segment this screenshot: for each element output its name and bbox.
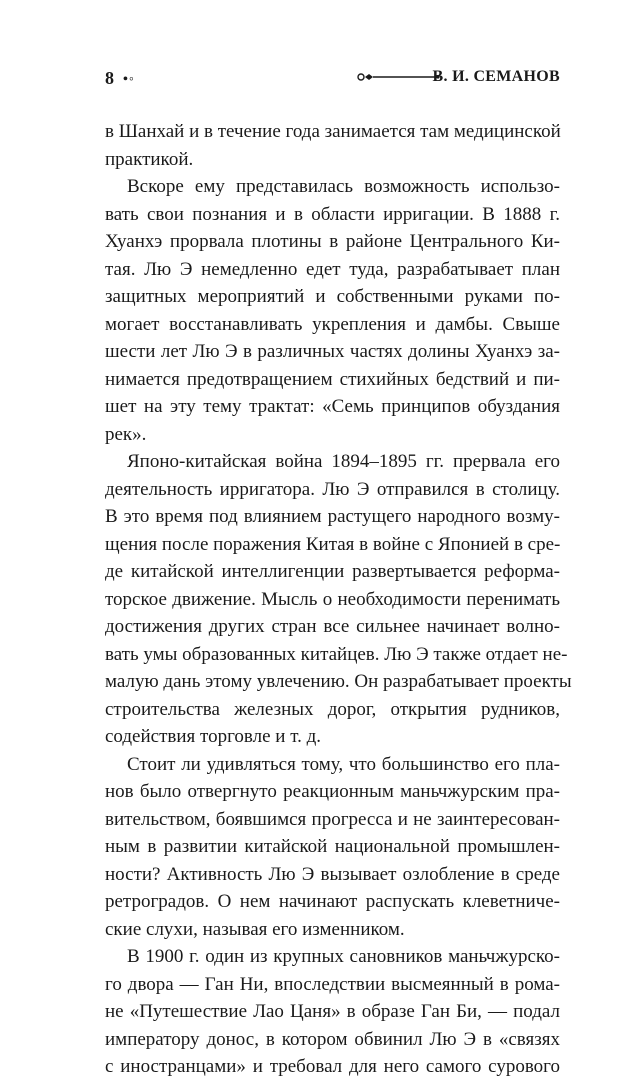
text-line: содействия торговле и т. д. <box>105 726 321 747</box>
body-text <box>105 118 572 1081</box>
text-line: строительства железных дорог, открытия рудников, <box>105 698 560 720</box>
text-line: Стоит ли удивляться тому, что большинство его пла- <box>127 753 560 775</box>
text-line: достижения других стран все сильнее начинает волно- <box>105 616 560 637</box>
text-line: в Шанхай и в течение года занимается там медицинской <box>105 121 561 142</box>
text-line: малую дань этому увлечению. Он разрабатывает проекты <box>105 671 572 692</box>
page-number: 8 <box>105 68 114 88</box>
running-header <box>105 60 560 88</box>
text-line: императору донос, в котором обвинил Лю Э в «связях <box>105 1028 560 1050</box>
text-line: торское движение. Мысль о необходимости перенимать <box>105 588 560 610</box>
text-line: тая. Лю Э немедленно едет туда, разрабатывает план <box>105 258 560 280</box>
text-line: го двора — Ган Ни, впоследствии высмеянный в рома- <box>105 973 560 995</box>
text-line: ности? Активность Лю Э вызывает озлобление в среде <box>105 863 560 885</box>
text-line: Вскоре ему представилась возможность использо- <box>127 176 560 197</box>
text-line: Хуанхэ прорвала плотины в районе Центрального Ки- <box>105 231 560 252</box>
text-line: де китайской интеллигенции развертывается реформа- <box>105 561 560 582</box>
text-line: шести лет Лю Э в различных частях долины Хуанхэ за- <box>105 341 560 362</box>
ornamental-rule-icon <box>357 70 441 84</box>
ornament-dots-icon: •◦ <box>123 72 135 87</box>
text-line: вать свои познания и в области ирригации. В 1888 г. <box>105 203 560 225</box>
text-line: шет на эту тему трактат: «Семь принципов обуздания <box>105 396 560 417</box>
running-header-author: В. И. СЕМАНОВ <box>432 68 560 85</box>
text-line: нов было отвергнуто реакционным маньчжурским пра- <box>105 781 560 802</box>
text-line: В это время под влиянием растущего народного возму- <box>105 506 560 527</box>
text-line: могает восстанавливать укрепления и дамбы. Свыше <box>105 313 560 335</box>
text-line: не «Путешествие Лао Цаня» в образе Ган Би, — подал <box>105 1001 560 1022</box>
text-line: вать умы образованных китайцев. Лю Э также отдает не- <box>105 643 568 665</box>
text-line: защитных мероприятий и собственными руками по- <box>105 286 560 307</box>
text-line: практикой. <box>105 148 194 170</box>
text-line: вительством, боявшимся прогресса и не заинтересован- <box>105 808 560 830</box>
text-line: ские слухи, называя его изменником. <box>105 918 405 940</box>
text-line: В 1900 г. один из крупных сановников маньчжурско- <box>127 946 560 967</box>
text-line: нимается предотвращением стихийных бедствий и пи- <box>105 368 560 390</box>
text-line: с иностранцами» и требовал для него самого сурового <box>105 1056 560 1077</box>
text-line: ным в развитии китайской национальной промышлен- <box>105 836 560 857</box>
text-line: Японо-китайская война 1894–1895 гг. прервала его <box>127 451 560 472</box>
text-line: щения после поражения Китая в войне с Японией в сре- <box>105 533 561 555</box>
text-line: деятельность ирригатора. Лю Э отправился в столицу. <box>105 478 560 500</box>
text-line: ретроградов. О нем начинают распускать клеветниче- <box>105 891 560 912</box>
text-line: рек». <box>105 423 147 445</box>
